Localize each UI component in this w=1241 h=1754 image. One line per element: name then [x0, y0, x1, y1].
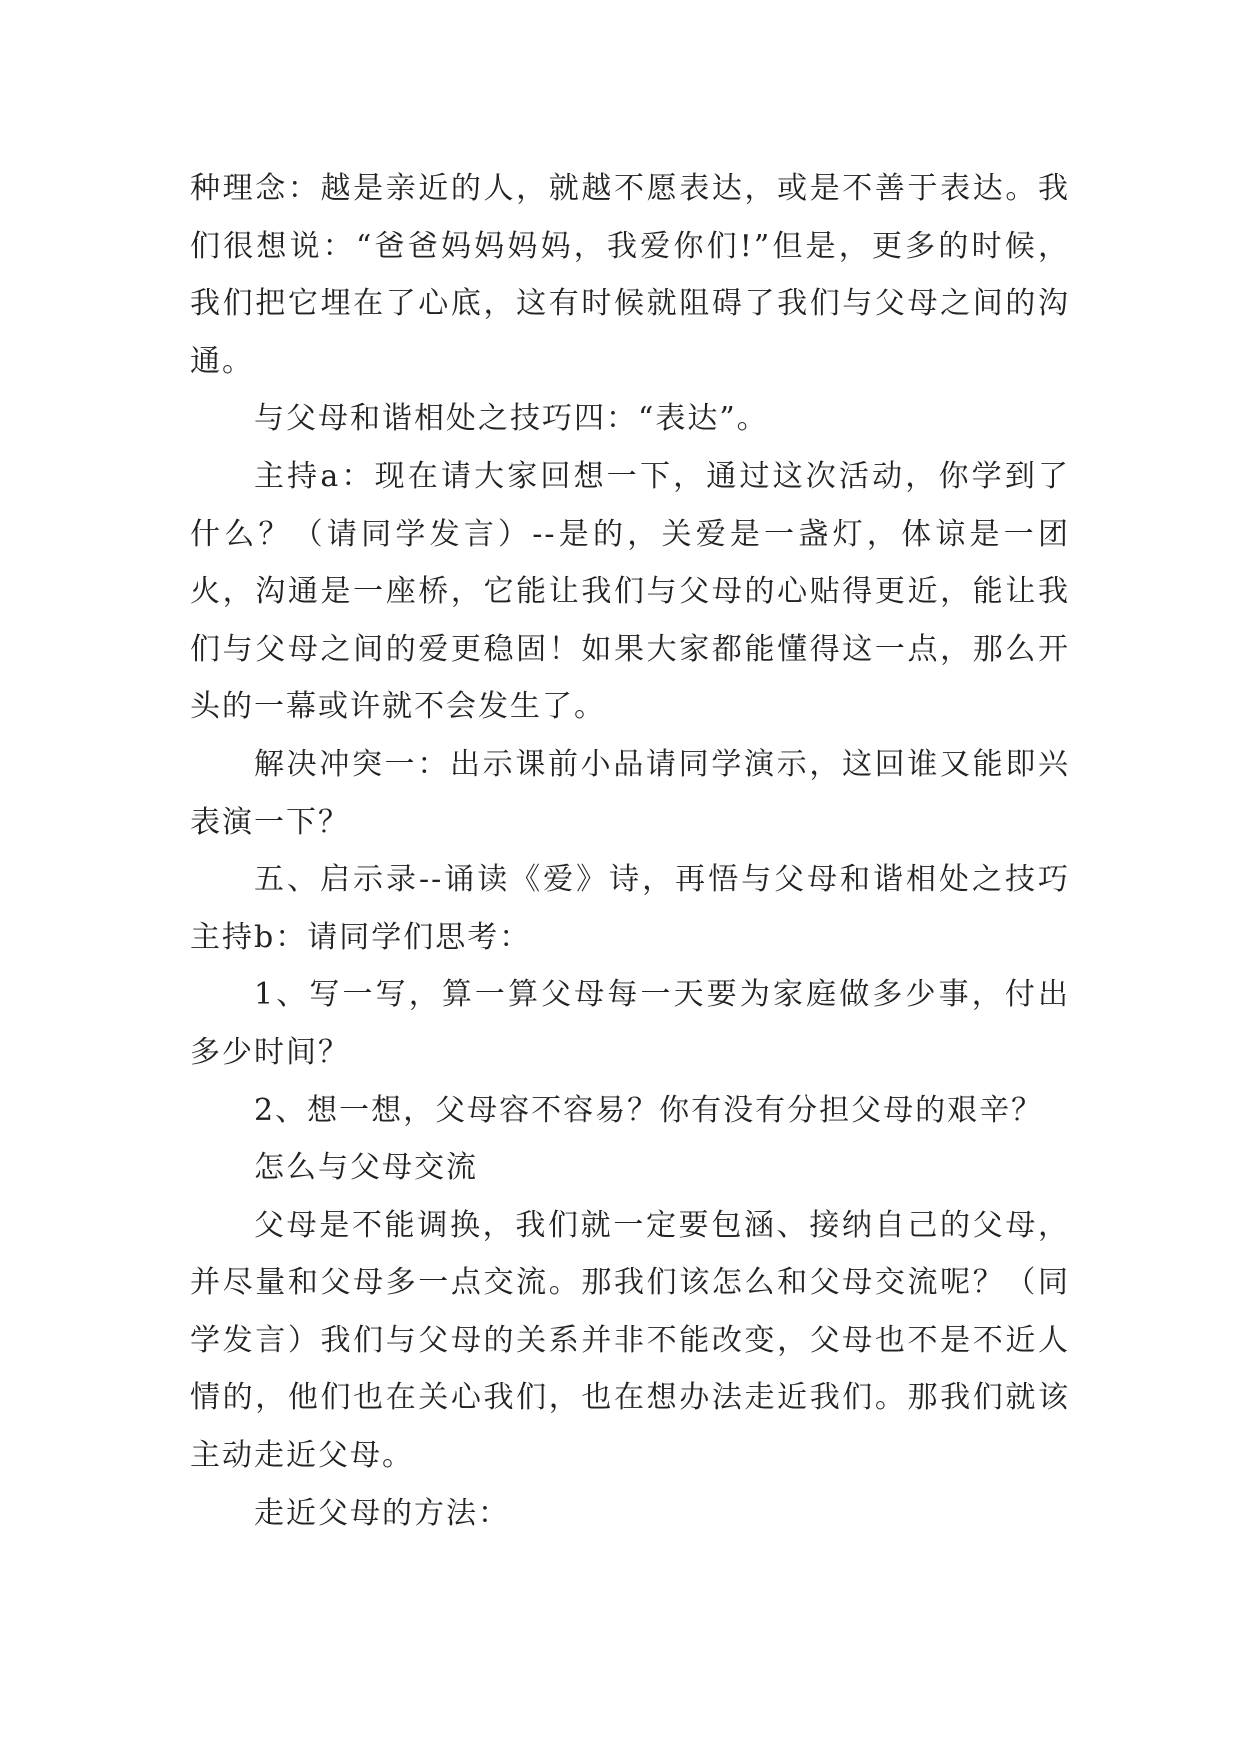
paragraph-host-a: 主持a：现在请大家回想一下，通过这次活动，你学到了什么？（请同学发言）--是的，关爱是一盏灯，体谅是一团火，沟通是一座桥，它能让我们与父母的心贴得更近，能让我们与父母之间的爱更稳固！如果大家都能懂得这一点，那么开头的一幕或许就不会发生了。	[190, 458, 1070, 725]
document-page	[190, 160, 1070, 1542]
paragraph-question-one: 1、写一写，算一算父母每一天要为家庭做多少事，付出多少时间？	[190, 977, 1070, 1070]
paragraph-methods-heading: 走近父母的方法：	[254, 1495, 510, 1531]
paragraph-technique-four: 与父母和谐相处之技巧四：“表达”。	[254, 401, 769, 437]
paragraph-section-five: 五、启示录--诵读《爱》诗，再悟与父母和谐相处之技巧主持b：请同学们思考：	[190, 862, 1070, 955]
paragraph-resolve-conflict: 解决冲突一：出示课前小品请同学演示，这回谁又能即兴表演一下？	[190, 746, 1070, 840]
paragraph-parents-communication: 父母是不能调换，我们就一定要包涵、接纳自己的父母，并尽量和父母多一点交流。那我们该怎么和父母交流呢？（同学发言）我们与父母的关系并非不能改变，父母也不是不近人情的，他们也在关心我们，也在想办法走近我们。那我们就该主动走近父母。	[190, 1207, 1070, 1474]
paragraph-question-two: 2、想一想，父母容不容易？你有没有分担父母的艰辛？	[254, 1092, 1044, 1128]
paragraph-continuation: 种理念：越是亲近的人，就越不愿表达，或是不善于表达。我们很想说：“爸爸妈妈妈妈，我爱你们!”但是，更多的时候，我们把它埋在了心底，这有时候就阻碍了我们与父母之间的沟通。	[190, 171, 1070, 379]
paragraph-heading-communicate: 怎么与父母交流	[254, 1150, 478, 1186]
